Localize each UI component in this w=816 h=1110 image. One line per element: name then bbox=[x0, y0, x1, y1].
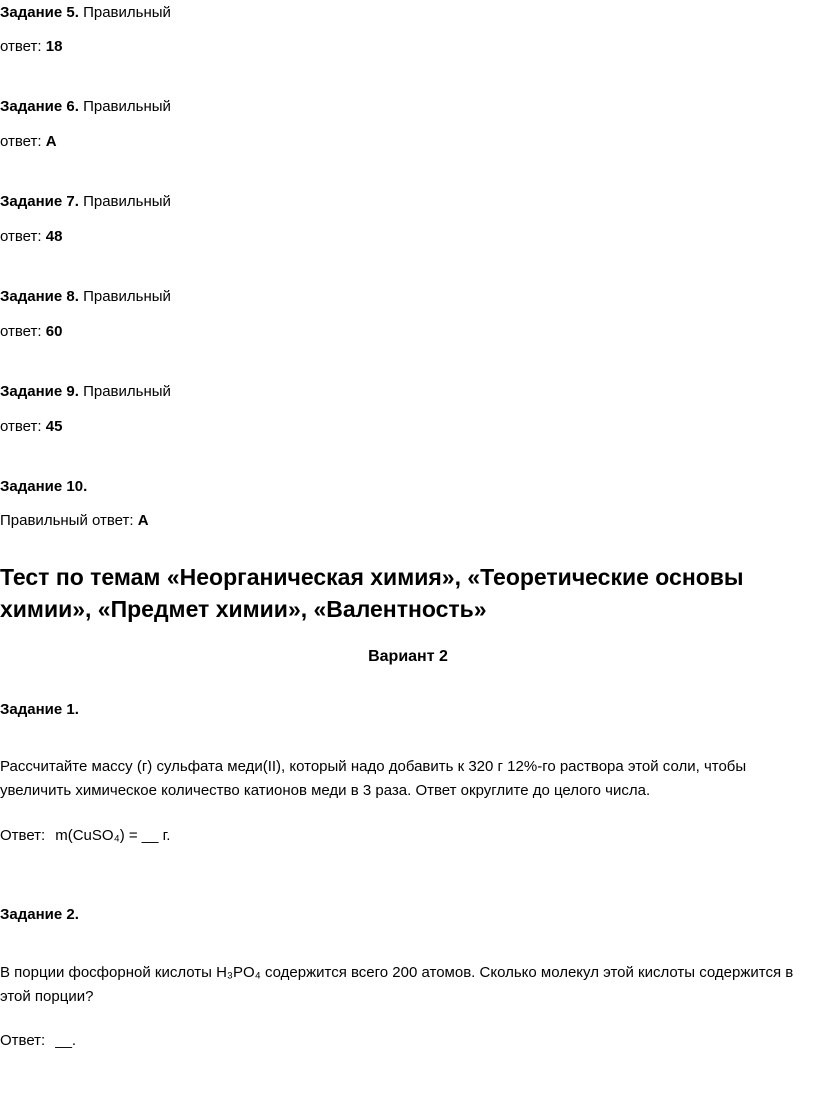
answer-9-line bbox=[0, 382, 171, 402]
answer-8-value-line bbox=[0, 322, 62, 342]
answer-label: Правильный ответ: bbox=[0, 512, 138, 529]
answer-10-title: Задание 10. bbox=[0, 478, 88, 495]
answer-6-line bbox=[0, 97, 171, 117]
answer-5-line bbox=[0, 3, 171, 23]
task-1-answer-line bbox=[0, 826, 170, 846]
answer-label: Правильный bbox=[78, 383, 171, 400]
task-label: Задание 8. bbox=[0, 288, 79, 305]
answer-7-value-line bbox=[0, 227, 62, 247]
variant-title: Вариант 2 bbox=[368, 648, 448, 665]
answer-6-value-line bbox=[0, 132, 57, 152]
task-1-text: Рассчитайте массу (г) сульфата меди(II), который надо добавить к 320 г 12%-го раствора этой соли, чтобы увеличить химическое количество катионов меди в 3 раза. Ответ округлите до целого числа. bbox=[0, 758, 747, 799]
task-2-title: Задание 2. bbox=[0, 906, 79, 923]
answer-blank: __. bbox=[55, 1032, 77, 1049]
answer-label: ответ: bbox=[0, 323, 46, 340]
answer-value: 60 bbox=[45, 323, 63, 340]
answer-value: 45 bbox=[45, 418, 63, 435]
task-label: Задание 6. bbox=[0, 98, 79, 115]
answer-10-value-line bbox=[0, 511, 149, 531]
answer-formula: m(CuSO₄) = __ г. bbox=[55, 827, 171, 844]
answer-label: ответ: bbox=[0, 418, 46, 435]
task-2-answer-line bbox=[0, 1031, 76, 1051]
answer-label: Правильный bbox=[78, 193, 171, 210]
answer-label: Ответ: bbox=[0, 1032, 46, 1049]
answer-label: Ответ: bbox=[0, 827, 46, 844]
answer-label: ответ: bbox=[0, 133, 46, 150]
task-label: Задание 7. bbox=[0, 193, 79, 210]
answer-label: Правильный bbox=[78, 288, 171, 305]
answer-value: А bbox=[137, 512, 149, 529]
answer-label: ответ: bbox=[0, 38, 46, 55]
answer-label: Правильный bbox=[78, 98, 171, 115]
test-title: Тест по темам «Неорганическая химия», «Теоретические основы химии», «Предмет химии», «Валентность» bbox=[0, 564, 744, 622]
task-label: Задание 5. bbox=[0, 4, 79, 21]
answer-5-value-line bbox=[0, 37, 62, 57]
answer-8-line bbox=[0, 287, 171, 307]
task-label: Задание 9. bbox=[0, 383, 79, 400]
answer-label: ответ: bbox=[0, 228, 46, 245]
answer-9-value-line bbox=[0, 417, 62, 437]
answer-value: 48 bbox=[45, 228, 63, 245]
answer-value: А bbox=[45, 133, 57, 150]
task-1-title: Задание 1. bbox=[0, 701, 79, 718]
answer-label: Правильный bbox=[78, 4, 171, 21]
answer-7-line bbox=[0, 192, 171, 212]
task-2-text: В порции фосфорной кислоты H₃PO₄ содержится всего 200 атомов. Сколько молекул этой кислоты содержится в этой порции? bbox=[0, 964, 794, 1005]
answer-value: 18 bbox=[45, 38, 63, 55]
